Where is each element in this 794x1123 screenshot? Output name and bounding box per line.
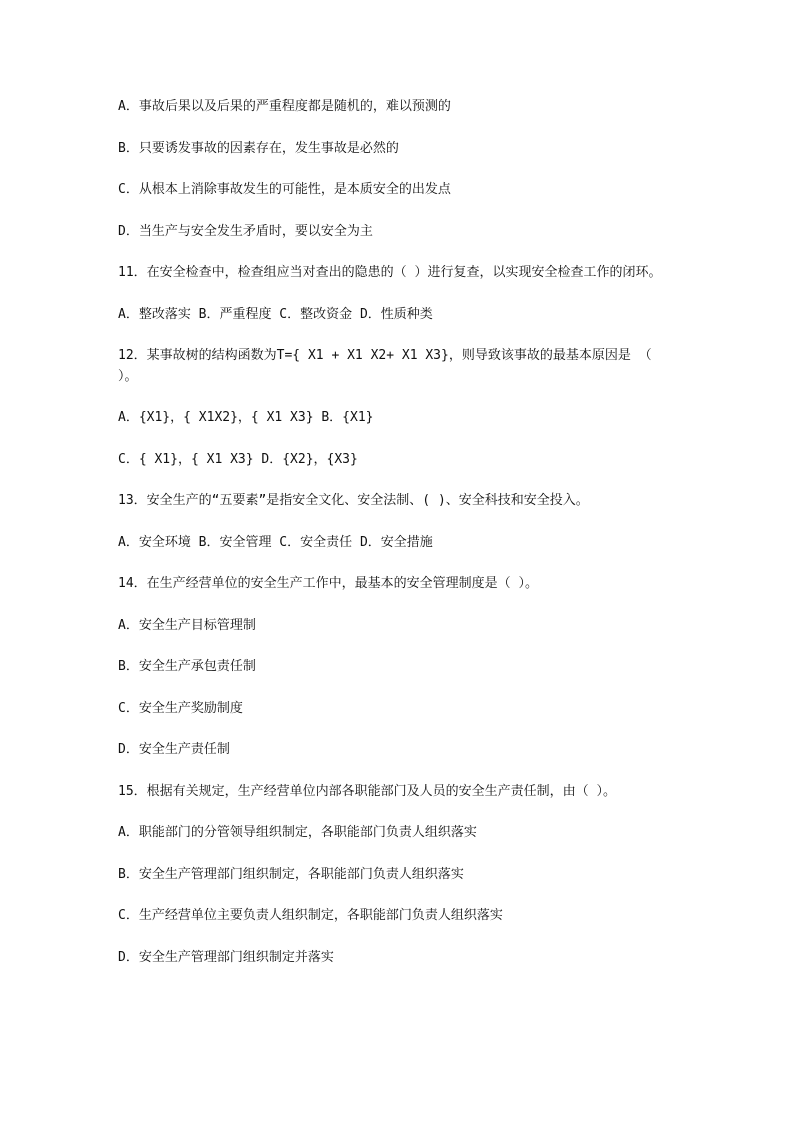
question-14: 14．在生产经营单位的安全生产工作中，最基本的安全管理制度是（ ）。 [118, 576, 538, 591]
option-text: A．事故后果以及后果的严重程度都是随机的，难以预测的 [118, 99, 451, 114]
question-15: 15．根据有关规定，生产经营单位内部各职能部门及人员的安全生产责任制，由（ ）。 [118, 783, 616, 799]
option-text: B．安全生产管理部门组织制定，各职能部门负责人组织落实 [118, 866, 464, 882]
option-text: C．安全生产奖励制度 [118, 700, 243, 716]
option-text: C．从根本上消除事故发生的可能性，是本质安全的出发点 [118, 182, 451, 197]
option-text: A．安全生产目标管理制 [118, 617, 256, 633]
question-13: 13．安全生产的“五要素”是指安全文化、安全法制、( )、安全科技和安全投入。 [118, 493, 589, 508]
option-text: B．安全生产承包责任制 [118, 659, 256, 674]
option-text: D．当生产与安全发生矛盾时，要以安全为主 [118, 223, 373, 239]
option-text: A．整改落实 B．严重程度 C．整改资金 D．性质种类 [118, 306, 433, 322]
option-text: A．安全环境 B．安全管理 C．安全责任 D．安全措施 [118, 534, 433, 550]
option-text: A．职能部门的分管领导组织制定，各职能部门负责人组织落实 [118, 825, 477, 840]
question-11: 11．在安全检查中，检查组应当对查出的隐患的（ ）进行复查，以实现安全检查工作的闭环。 [118, 265, 662, 280]
document-page [118, 97, 678, 989]
option-text: A．{X1}，{ X1X2}，{ X1 X3} B．{X1} [118, 410, 374, 425]
option-text: C．{ X1}，{ X1 X3} D．{X2}，{X3} [118, 451, 358, 467]
option-text: B．只要诱发事故的因素存在，发生事故是必然的 [118, 140, 399, 156]
option-text: D．安全生产责任制 [118, 742, 230, 757]
question-12: 12．某事故树的结构函数为T={ X1 + X1 X2+ X1 X3}，则导致该事故的最基本原因是 （ ）。 [118, 348, 660, 384]
option-text: C．生产经营单位主要负责人组织制定，各职能部门负责人组织落实 [118, 908, 503, 923]
option-text: D．安全生产管理部门组织制定并落实 [118, 949, 334, 965]
